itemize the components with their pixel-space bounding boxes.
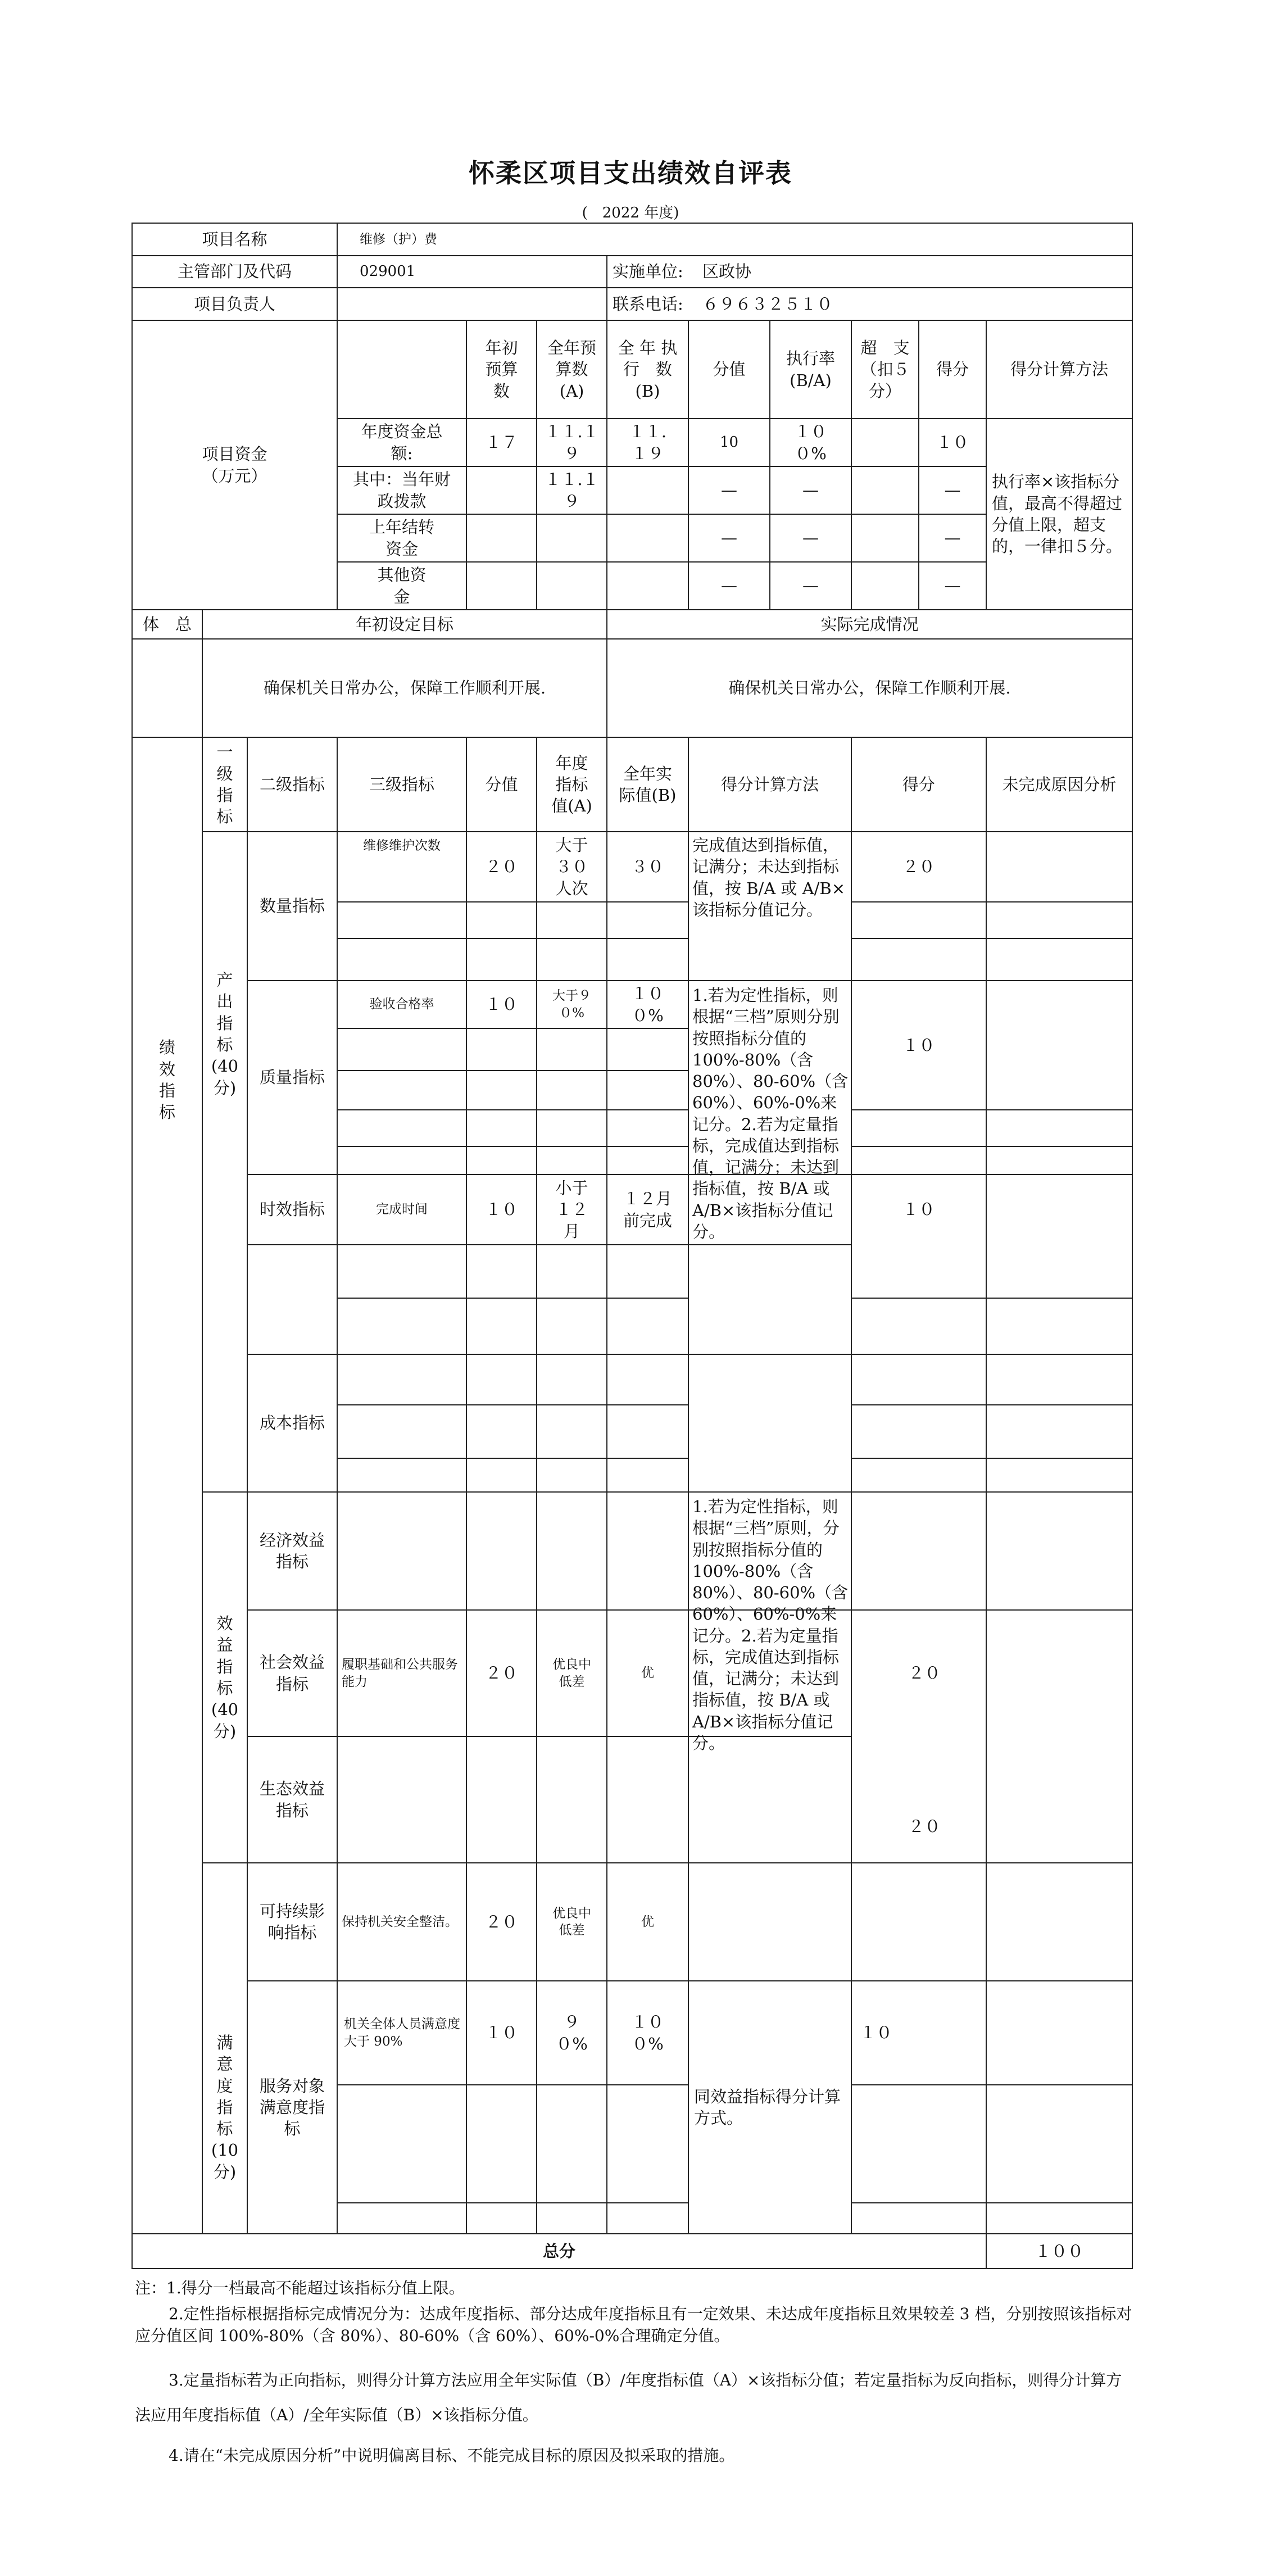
economic-indicator: 经济效益 指标 [259, 1530, 325, 1571]
funds-method: 执行率×该指标分值，最高不得超过分值上限，超支的，一律扣５分。 [992, 472, 1123, 556]
ecological-indicator: 生态效益 指标 [259, 1779, 325, 1820]
service-score: １０ [860, 2023, 893, 2043]
funds-row-rate: — [802, 576, 819, 596]
social-score-value: ２０ [485, 1663, 518, 1683]
page-subtitle: ( 2022 年度) [582, 205, 679, 221]
project-name-label: 项目名称 [202, 229, 267, 249]
funds-row-score: — [944, 480, 961, 500]
service-score-value: １０ [485, 2023, 518, 2043]
timeliness-item: 完成时间 [376, 1202, 428, 1217]
quantity-item: 维修维护次数 [363, 838, 441, 853]
sustainable-target: 优良中 低差 [552, 1906, 591, 1938]
output-indicator-label: 产 出 指 标 (40 分) [211, 970, 239, 1097]
funds-label: 项目资金 （万元） [202, 445, 267, 486]
quantity-score: ２０ [902, 857, 935, 877]
benefit-method: 1.若为定性指标，则根据“三档”原则，分别按照指标分值的 100%-80%（含 80%）、80-60%（含 60%）、60%-0%来记分。2.若为定量指标，完成值达到指标值，记满分；未达到指标值，按 B/A 或 A/B×该指标分值记分。 [692, 1497, 849, 1753]
funds-header-budget: 年初 预算 数 [485, 338, 518, 401]
timeliness-score: １０ [902, 1200, 935, 1219]
funds-row-score: １０ [936, 433, 969, 452]
perf-header-method: 得分计算方法 [720, 774, 819, 794]
funds-row-rate: — [802, 480, 819, 500]
benefit-indicator-label: 效 益 指 标 (40 分) [211, 1614, 239, 1741]
timeliness-target: 小于 １２ 月 [555, 1178, 588, 1241]
quantity-target: 大于 ３０ 人次 [555, 836, 588, 898]
quantity-method: 完成值达到指标值，记满分；未达到指标值，按 B/A 或 A/B×该指标分值记分。 [692, 836, 846, 919]
target-header: 年初设定目标 [355, 614, 453, 634]
timeliness-score-value: １０ [485, 1200, 518, 1219]
perf-header-score-value: 分值 [485, 774, 518, 794]
quality-score-value: １０ [485, 995, 518, 1014]
overall-target: 确保机关日常办公，保障工作顺利开展. [263, 678, 546, 698]
quantity-score-value: ２０ [485, 857, 518, 877]
quantity-indicator: 数量指标 [259, 896, 325, 916]
perf-header-level1: 一 级 指 标 [216, 742, 233, 827]
total-value: １００ [1035, 2241, 1084, 2261]
impl-unit-label: 实施单位: [613, 262, 683, 282]
phone-value: ６９６３２５１０ [702, 294, 833, 314]
funds-header-annual: 全年预 算数 (A) [547, 338, 596, 401]
funds-row-label: 其他资 金 [377, 565, 427, 606]
funds-row-score: — [944, 576, 961, 596]
funds-row-annual: １１.１ ９ [545, 470, 599, 511]
dept-label: 主管部门及代码 [177, 262, 292, 282]
funds-header-score-value: 分值 [713, 360, 746, 379]
note-1: 注：1.得分一档最高不能超过该指标分值上限。 [135, 2279, 465, 2297]
sustainable-score-value: ２０ [485, 1912, 518, 1931]
perf-header-actual: 全年实 际值(B) [619, 764, 677, 805]
quality-actual: １０ ０% [631, 984, 664, 1025]
funds-header-method: 得分计算方法 [1010, 360, 1108, 379]
funds-row-budget: １７ [485, 433, 518, 452]
funds-header-score: 得分 [936, 360, 969, 379]
funds-header-rate: 执行率 (B/A) [786, 349, 835, 390]
social-indicator: 社会效益 指标 [259, 1653, 325, 1694]
total-label: 总分 [542, 2241, 575, 2261]
funds-row-score: — [944, 528, 961, 548]
quantity-actual: ３０ [631, 857, 664, 877]
project-name-value: 维修（护）费 [360, 232, 437, 247]
owner-label: 项目负责人 [193, 294, 275, 314]
overall-actual: 确保机关日常办公，保障工作顺利开展. [728, 678, 1011, 698]
social-actual: 优 [641, 1666, 654, 1681]
note-2: 2.定性指标根据指标完成情况分为：达成年度指标、部分达成年度指标且有一定效果、未达成年度指标且效果较差 3 档，分别按照该指标对应分值区间 100%-80%（含 80%）、80-60%（含 60%）、60%-0%合理确定分值。 [135, 2305, 1132, 2346]
dept-value: 029001 [360, 263, 416, 280]
funds-row-score-value: — [721, 528, 737, 548]
funds-row-label: 其中：当年财 政拨款 [352, 470, 451, 511]
funds-header-exec: 全 年 执 行 数 (B) [618, 338, 678, 401]
timeliness-indicator: 时效指标 [259, 1200, 325, 1219]
funds-row-score-value: — [721, 480, 737, 500]
quality-score: １０ [902, 1035, 935, 1055]
ecological-score: ２０ [908, 1816, 941, 1836]
perf-header-target: 年度 指标 值(A) [551, 753, 592, 816]
social-score: ２０ [908, 1663, 941, 1683]
funds-row-score-value: — [721, 576, 737, 596]
service-indicator: 服务对象 满意度指 标 [259, 2076, 325, 2139]
impl-unit-value: 区政协 [702, 262, 752, 282]
funds-row-rate: — [802, 528, 819, 548]
note-3: 3.定量指标若为正向指标，则得分计算方法应用全年实际值（B）/年度指标值（A）×该指标分值；若定量指标为反向指标，则得分计算方法应用年度指标值（A）/全年实际值（B）×该指标分值。 [135, 2371, 1122, 2424]
funds-row-label: 年度资金总 额: [361, 422, 443, 463]
service-method: 同效益指标得分计算方式。 [694, 2087, 841, 2128]
sustainable-item: 保持机关安全整洁。 [342, 1914, 458, 1929]
timeliness-actual: １２月 前完成 [623, 1189, 672, 1230]
output-method: 1.若为定性指标，则根据“三档”原则分别按照指标分值的 100%-80%（含 80%）、80-60%（含 60%）、60%-0%来记分。2.若为定量指标，完成值达到指标值，记满分；未达到指标值，按 B/A 或 A/B×该指标分值记分。 [692, 986, 849, 1241]
service-item: 机关全体人员满意度大于 90% [344, 2017, 460, 2049]
overall-label: 体 总 [142, 614, 192, 634]
social-item: 履职基础和公共服务能力 [342, 1657, 458, 1689]
funds-row-exec: １１. １９ [628, 422, 667, 463]
perf-header-level2: 二级指标 [259, 774, 325, 794]
service-actual: １０ ０% [631, 2012, 664, 2053]
social-target: 优良中 低差 [552, 1657, 591, 1689]
quality-target: 大于９ ０% [552, 988, 591, 1021]
perf-header-level3: 三级指标 [369, 774, 434, 794]
funds-row-label: 上年结转 资金 [369, 518, 434, 559]
actual-header: 实际完成情况 [820, 614, 919, 634]
cost-indicator: 成本指标 [259, 1413, 325, 1433]
perf-header-score: 得分 [902, 774, 935, 794]
sustainable-actual: 优 [641, 1914, 654, 1929]
funds-row-rate: １０ ０% [794, 422, 827, 463]
quality-item: 验收合格率 [369, 997, 434, 1012]
perf-label: 绩 效 指 标 [158, 1038, 175, 1122]
phone-label: 联系电话: [613, 294, 683, 314]
quality-indicator: 质量指标 [259, 1068, 325, 1087]
satisfaction-indicator-label: 满 意 度 指 标 (10 分) [211, 2033, 239, 2182]
page-title: 怀柔区项目支出绩效自评表 [469, 158, 792, 188]
funds-row-annual: １１.１ ９ [545, 422, 599, 463]
sustainable-indicator: 可持续影 响指标 [259, 1901, 325, 1942]
note-4: 4.请在“未完成原因分析”中说明偏离目标、不能完成目标的原因及拟采取的措施。 [169, 2446, 735, 2465]
funds-row-score-value: 10 [719, 434, 739, 451]
perf-header-reason: 未完成原因分析 [1002, 774, 1117, 794]
funds-header-over: 超 支 （扣５ 分） [860, 338, 910, 401]
service-target: ９ ０% [556, 2012, 588, 2053]
